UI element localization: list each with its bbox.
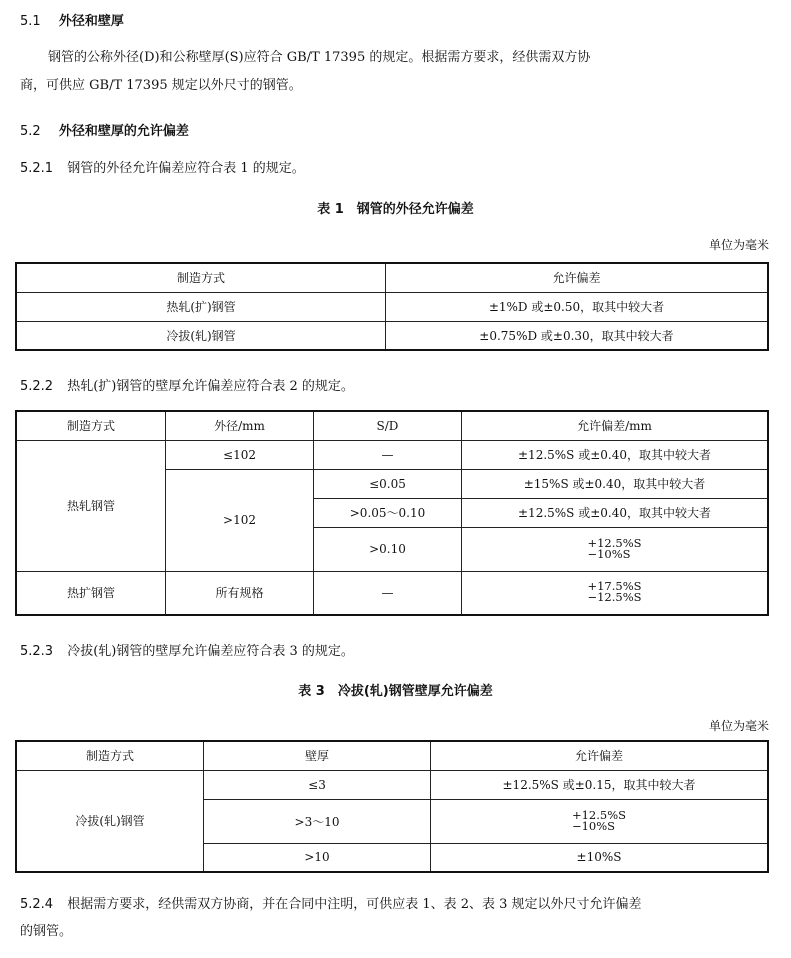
table-cell: —: [314, 440, 462, 469]
table-3: [15, 740, 769, 873]
table-cell: ≤102: [166, 440, 314, 469]
section-5-2-heading: [20, 120, 189, 139]
table-cell: 冷拔(轧)钢管: [16, 770, 204, 872]
table-cell: ≤0.05: [314, 469, 462, 498]
clause-text: 冷拔(轧)钢管的壁厚允许偏差应符合表 3 的规定。: [67, 644, 354, 659]
table-cell: [462, 527, 769, 571]
table-cell: 冷拔(轧)钢管: [16, 321, 386, 350]
section-5-1-heading: [20, 10, 124, 29]
paragraph-line: 钢管的公称外径(D)和公称壁厚(S)应符合 GB/T 17395 的规定。根据需方要求，经供需双方协: [48, 50, 591, 65]
table-header-cell: S/D: [314, 411, 462, 440]
table-header-cell: 制造方式: [16, 741, 204, 770]
table-cell: ±10%S: [431, 843, 769, 872]
table-3-caption: 表 3 冷拔(轧)钢管壁厚允许偏差: [298, 684, 493, 699]
table-cell: >102: [166, 469, 314, 571]
table-cell: ±1%D 或±0.50，取其中较大者: [386, 292, 769, 321]
paragraph-line: 商，可供应 GB/T 17395 规定以外尺寸的钢管。: [20, 78, 302, 93]
plus-tolerance: +17.5%S: [587, 579, 642, 594]
table-cell: 所有规格: [166, 571, 314, 615]
table-header-cell: 允许偏差/mm: [462, 411, 769, 440]
table-cell: >0.10: [314, 527, 462, 571]
table-header-cell: 允许偏差: [386, 263, 769, 292]
clause-text: 热轧(扩)钢管的壁厚允许偏差应符合表 2 的规定。: [67, 379, 354, 394]
table-cell: ±12.5%S 或±0.40，取其中较大者: [462, 440, 769, 469]
table-2: [15, 410, 769, 616]
table-cell: ±12.5%S 或±0.40，取其中较大者: [462, 498, 769, 527]
clause-number: 5.2.4: [20, 897, 54, 912]
clause-5-2-1: [20, 157, 305, 176]
clause-text: 根据需方要求，经供需双方协商，并在合同中注明，可供应表 1、表 2、表 3 规定以外尺寸允许偏差: [67, 897, 642, 912]
minus-tolerance: −12.5%S: [587, 590, 642, 605]
minus-tolerance: −10%S: [587, 546, 631, 561]
table-header-cell: 制造方式: [16, 263, 386, 292]
table-cell: >0.05～0.10: [314, 498, 462, 527]
table-row: [16, 770, 768, 799]
clause-text-continued: 的钢管。: [20, 924, 73, 939]
table-cell: >3～10: [204, 799, 431, 843]
section-number: 5.1: [20, 14, 41, 29]
clause-number: 5.2.2: [20, 379, 54, 394]
tolerance-stack: [587, 535, 642, 561]
clause-number: 5.2.3: [20, 644, 54, 659]
table-cell: ±15%S 或±0.40，取其中较大者: [462, 469, 769, 498]
table-row: [16, 321, 768, 350]
table-1: [15, 262, 769, 351]
section-title: 外径和壁厚: [58, 14, 124, 29]
clause-5-2-2: [20, 375, 354, 394]
clause-number: 5.2.1: [20, 161, 54, 176]
plus-tolerance: +12.5%S: [571, 807, 627, 822]
table-cell: —: [314, 571, 462, 615]
table-1-unit: 单位为毫米: [708, 238, 769, 252]
minus-tolerance: −10%S: [571, 818, 616, 833]
clause-5-2-4: [20, 893, 642, 912]
section-title: 外径和壁厚的允许偏差: [58, 124, 189, 139]
plus-tolerance: +12.5%S: [587, 535, 642, 550]
section-number: 5.2: [20, 124, 41, 139]
table-1-caption: 表 1 钢管的外径允许偏差: [317, 202, 474, 217]
tolerance-stack: [571, 807, 627, 833]
table-cell: ±12.5%S 或±0.15，取其中较大者: [431, 770, 769, 799]
table-header-cell: 制造方式: [16, 411, 166, 440]
table-header-cell: 外径/mm: [166, 411, 314, 440]
table-cell: ≤3: [204, 770, 431, 799]
table-cell: [462, 571, 769, 615]
table-row: [16, 292, 768, 321]
table-row: [16, 571, 768, 615]
table-cell: 热轧(扩)钢管: [16, 292, 386, 321]
table-cell: ±0.75%D 或±0.30，取其中较大者: [386, 321, 769, 350]
table-header-cell: 允许偏差: [431, 741, 769, 770]
table-cell: 热扩钢管: [16, 571, 166, 615]
clause-5-2-3: [20, 640, 354, 659]
tolerance-stack: [587, 581, 641, 603]
table-cell: [431, 799, 769, 843]
table-cell: >10: [204, 843, 431, 872]
table-cell: 热轧钢管: [16, 440, 166, 571]
table-3-unit: 单位为毫米: [708, 719, 769, 733]
clause-text: 钢管的外径允许偏差应符合表 1 的规定。: [67, 161, 305, 176]
table-row: [16, 440, 768, 469]
table-header-cell: 壁厚: [204, 741, 431, 770]
